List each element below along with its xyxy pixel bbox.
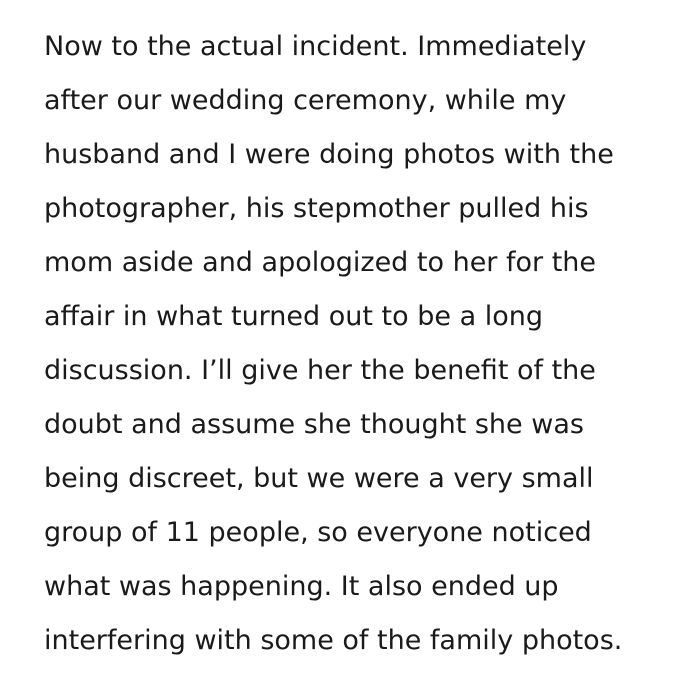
paragraph-line: what was happening. It also ended up	[44, 571, 559, 602]
paragraph-line: photographer, his stepmother pulled his	[44, 193, 589, 224]
paragraph-line: after our wedding ceremony, while my	[44, 85, 567, 116]
paragraph-line: being discreet, but we were a very small	[44, 463, 594, 494]
story-paragraph	[44, 20, 694, 668]
paragraph-line: doubt and assume she thought she was	[44, 409, 584, 440]
paragraph-line: mom aside and apologized to her for the	[44, 247, 597, 278]
paragraph-line: husband and I were doing photos with the	[44, 139, 614, 170]
paragraph-line: discussion. I’ll give her the benefit of the	[44, 355, 596, 386]
paragraph-line: interfering with some of the family photos.	[44, 625, 623, 656]
paragraph-line: group of 11 people, so everyone noticed	[44, 517, 592, 548]
paragraph-line: affair in what turned out to be a long	[44, 301, 543, 332]
paragraph-line: Now to the actual incident. Immediately	[44, 31, 587, 62]
